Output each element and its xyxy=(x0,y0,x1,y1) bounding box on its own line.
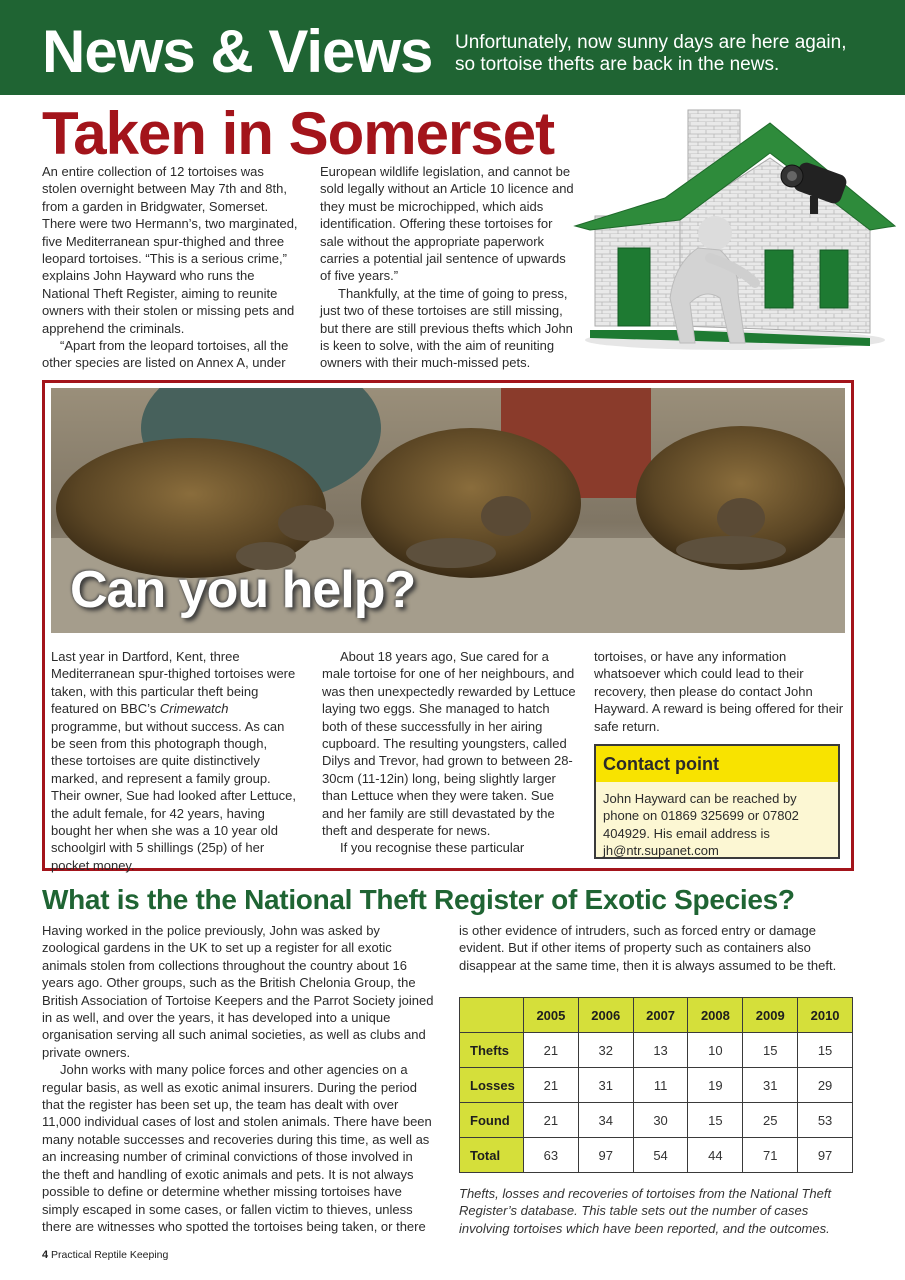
table-cell: 21 xyxy=(524,1103,579,1138)
contact-text: John Hayward can be reached by phone on 01869 325699 or 07802 404929. His email address is jh@ntr.supanet.com xyxy=(603,791,799,859)
table-cell: 30 xyxy=(633,1103,688,1138)
programme-title: Crimewatch xyxy=(159,701,229,717)
paragraph: If you recognise these particular xyxy=(340,840,525,856)
paragraph: An entire collection of 12 tortoises was stolen overnight between May 7th and 8th, from a garden in Bridgwater, Somerset. There were two Hermann’s, two marginated, five Mediterranean spur-thighed and three leopard tortoises. “This is a serious crime,” explains John Hayward who runs the National Theft Register, aiming to reunite owners with their stolen or missing pets and apprehend the criminals. xyxy=(42,164,298,336)
article-column-1 xyxy=(42,163,302,372)
feature-column-1 xyxy=(51,648,301,874)
table-header-row xyxy=(460,998,853,1033)
table-cell: 63 xyxy=(524,1138,579,1173)
house-window xyxy=(820,250,848,308)
table-cell: 32 xyxy=(578,1033,633,1068)
contact-title: Contact point xyxy=(596,746,838,782)
theft-statistics-table xyxy=(459,997,853,1173)
table-row xyxy=(460,1138,853,1173)
table-cell: 19 xyxy=(688,1068,743,1103)
table-cell: 15 xyxy=(798,1033,853,1068)
table-cell: 10 xyxy=(688,1033,743,1068)
register-heading: What is the the National Theft Register of Exotic Species? xyxy=(42,884,795,915)
year-header: 2005 xyxy=(524,998,579,1033)
year-header: 2009 xyxy=(743,998,798,1033)
paragraph: Thankfully, at the time of going to press, just two of these tortoises are still missing, but there are still previous thefts which John is keen to solve, with the aim of reuniting owners with their much-missed pets. xyxy=(320,285,573,371)
table-cell: 13 xyxy=(633,1033,688,1068)
table-cell: 15 xyxy=(743,1033,798,1068)
section-tagline xyxy=(455,32,895,76)
table-cell: 44 xyxy=(688,1138,743,1173)
register-column-2 xyxy=(459,922,859,974)
paragraph: “Apart from the leopard tortoises, all the other species are listed on Annex A, under xyxy=(42,338,289,371)
row-label: Found xyxy=(460,1103,524,1138)
year-header: 2006 xyxy=(578,998,633,1033)
tagline-line-2: so tortoise thefts are back in the news. xyxy=(455,54,780,75)
table-row xyxy=(460,1068,853,1103)
table-cell: 21 xyxy=(524,1033,579,1068)
table-row xyxy=(460,1103,853,1138)
paragraph: John works with many police forces and other agencies on a regular basis, as well as exotic animal insurers. During the period that the register has been set up, the team has dealt with over 11,000 individual cases of lost and stolen animals. There have been many notable successes and recoveries during this time, as well as an increasing number of criminal convictions of those involved in the theft and handling of exotic animals and pets. It is not always possible to define or determine whether missing tortoises have simply escaped in some cases, or fallen victim to thieves, unless there are witnesses who spotted the tortoises being taken, or there xyxy=(42,1062,432,1234)
table-cell: 71 xyxy=(743,1138,798,1173)
table-cell: 25 xyxy=(743,1103,798,1138)
house-window xyxy=(765,250,793,308)
paragraph xyxy=(51,648,301,874)
section-title: News & Views xyxy=(42,18,433,85)
publication-name: Practical Reptile Keeping xyxy=(51,1249,169,1261)
table-cell: 54 xyxy=(633,1138,688,1173)
register-column-1 xyxy=(42,922,434,1235)
feature-column-2 xyxy=(322,648,576,857)
paragraph: European wildlife legislation, and cannot be sold legally without an Article 10 licence and they must be microchipped, which aids identification. Offering these tortoises for sale without the appropriate paperwork carries a potential jail sentence of upwards of five years.” xyxy=(320,164,574,284)
tortoise xyxy=(636,426,845,570)
table-caption: Thefts, losses and recoveries of tortoises from the National Theft Register’s database. This table sets out the number of cases involving tortoises which have been reported, and the outcomes. xyxy=(459,1186,832,1236)
table-cell: 53 xyxy=(798,1103,853,1138)
text-run: programme, but without success. As can be seen from this photograph though, these tortoises are quite distinctively marked, and represent a family group. Their owner, Sue had looked after Lettuce, the adult female, for 42 years, having bought her when she was a 10 year old schoolgirl with 5 shillings (25p) of her pocket money. xyxy=(51,718,296,873)
table-cell: 31 xyxy=(578,1068,633,1103)
paragraph: tortoises, or have any information whatsoever which could lead to their recovery, then please do contact John Hayward. A reward is being offered for their safe return. xyxy=(594,649,844,734)
table-cell: 34 xyxy=(578,1103,633,1138)
table-cell: 97 xyxy=(578,1138,633,1173)
year-header: 2010 xyxy=(798,998,853,1033)
table-cell: 97 xyxy=(798,1138,853,1173)
photo-caption: Can you help? xyxy=(70,561,416,619)
house-door xyxy=(618,248,650,326)
paragraph: Having worked in the police previously, John was asked by zoological gardens in the UK to set up a register for all exotic animals stolen from collections throughout the country about 16 years ago. Other groups, such as the British Chelonia Group, the British Association of Tortoise Keepers and the Parrot Society joined in as well, and over the years, it has developed into a unique organisation serving all such animal societies, as well as clubs and private owners. xyxy=(42,923,434,1060)
article-headline: Taken in Somerset xyxy=(42,100,555,167)
table-corner-cell xyxy=(460,998,524,1033)
table-cell: 11 xyxy=(633,1068,688,1103)
row-label: Losses xyxy=(460,1068,524,1103)
tortoise xyxy=(361,428,581,578)
table-cell: 15 xyxy=(688,1103,743,1138)
page-number: 4 xyxy=(42,1249,49,1261)
text-run: Last year in Dartford, Kent, three Mediterranean spur-thighed tortoises were taken, with this particular theft being featured on BBC’s xyxy=(51,649,296,717)
house-thief-illustration xyxy=(570,98,900,360)
contact-box xyxy=(594,744,840,859)
page-footer xyxy=(42,1249,168,1261)
table-cell: 29 xyxy=(798,1068,853,1103)
feature-column-3 xyxy=(594,648,844,735)
table-row xyxy=(460,1033,853,1068)
year-header: 2008 xyxy=(688,998,743,1033)
row-label: Thefts xyxy=(460,1033,524,1068)
table-cell: 31 xyxy=(743,1068,798,1103)
tagline-line-1: Unfortunately, now sunny days are here again, xyxy=(455,32,847,53)
table-cell: 21 xyxy=(524,1068,579,1103)
year-header: 2007 xyxy=(633,998,688,1033)
article-column-2 xyxy=(320,163,578,372)
paragraph: About 18 years ago, Sue cared for a male tortoise for one of her neighbours, and was then unexpectedly rewarded by Lettuce laying two eggs. She managed to hatch both of these successfully in her airing cupboard. The resulting youngsters, called Dilys and Trevor, had grown to between 28-30cm (11-12in) long, being slightly larger than Lettuce when they were taken. Sue and her family are still devastated by the theft and desperate for news. xyxy=(322,649,576,839)
paragraph: is other evidence of intruders, such as forced entry or damage evident. But if other items of property such as containers also disappear at the same time, then it is always assumed to be theft. xyxy=(459,923,837,973)
row-label: Total xyxy=(460,1138,524,1173)
